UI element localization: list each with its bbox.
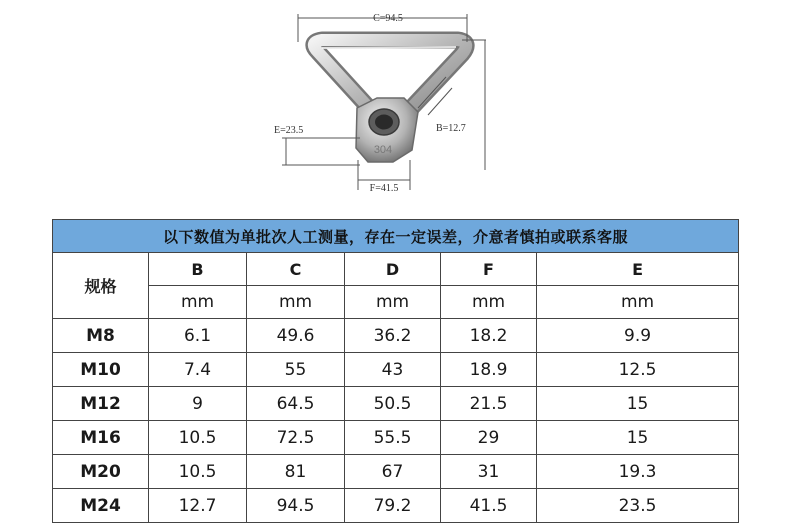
cell-b: 10.5	[149, 421, 247, 455]
eye-nut-drawing	[0, 0, 790, 205]
cell-c: 81	[247, 455, 345, 489]
table-row	[53, 455, 739, 489]
table-row	[53, 319, 739, 353]
row-spec: M16	[53, 421, 149, 455]
column-header-c: C	[247, 253, 345, 286]
cell-d: 79.2	[345, 489, 441, 523]
table-row	[53, 421, 739, 455]
cell-f: 18.2	[441, 319, 537, 353]
nut	[356, 98, 418, 162]
cell-d: 50.5	[345, 387, 441, 421]
spec-table	[52, 219, 739, 523]
dimension-f-label: F=41.5	[369, 183, 399, 194]
cell-d: 43	[345, 353, 441, 387]
cell-b: 12.7	[149, 489, 247, 523]
cell-d: 67	[345, 455, 441, 489]
dimension-e	[274, 125, 360, 165]
cell-e: 19.3	[537, 455, 739, 489]
cell-b: 7.4	[149, 353, 247, 387]
column-header-b: B	[149, 253, 247, 286]
table-caption: 以下数值为单批次人工测量，存在一定误差，介意者慎拍或联系客服	[53, 220, 739, 253]
row-spec: M8	[53, 319, 149, 353]
cell-e: 23.5	[537, 489, 739, 523]
table-row	[53, 489, 739, 523]
dimension-e-label: E=23.5	[274, 125, 304, 136]
unit-e: mm	[537, 286, 739, 319]
table-row	[53, 387, 739, 421]
column-header-f: F	[441, 253, 537, 286]
cell-f: 29	[441, 421, 537, 455]
spec-header: 规格	[53, 253, 149, 319]
row-spec: M10	[53, 353, 149, 387]
unit-c: mm	[247, 286, 345, 319]
dimension-c-label: C=94.5	[373, 13, 403, 24]
dimension-b-label: B=12.7	[436, 123, 466, 134]
row-spec: M12	[53, 387, 149, 421]
cell-e: 12.5	[537, 353, 739, 387]
cell-d: 55.5	[345, 421, 441, 455]
cell-c: 72.5	[247, 421, 345, 455]
dimension-f	[358, 160, 410, 194]
unit-b: mm	[149, 286, 247, 319]
cell-b: 10.5	[149, 455, 247, 489]
spec-table-container	[52, 219, 738, 521]
nut-marking: 304	[373, 144, 393, 156]
cell-c: 64.5	[247, 387, 345, 421]
cell-c: 55	[247, 353, 345, 387]
cell-e: 15	[537, 421, 739, 455]
column-header-d: D	[345, 253, 441, 286]
cell-f: 31	[441, 455, 537, 489]
row-spec: M24	[53, 489, 149, 523]
cell-b: 6.1	[149, 319, 247, 353]
cell-c: 49.6	[247, 319, 345, 353]
unit-d: mm	[345, 286, 441, 319]
unit-f: mm	[441, 286, 537, 319]
cell-f: 41.5	[441, 489, 537, 523]
cell-b: 9	[149, 387, 247, 421]
cell-e: 15	[537, 387, 739, 421]
cell-f: 18.9	[441, 353, 537, 387]
cell-d: 36.2	[345, 319, 441, 353]
product-figure	[0, 0, 790, 205]
row-spec: M20	[53, 455, 149, 489]
cell-c: 94.5	[247, 489, 345, 523]
table-row	[53, 353, 739, 387]
cell-e: 9.9	[537, 319, 739, 353]
column-header-e: E	[537, 253, 739, 286]
cell-f: 21.5	[441, 387, 537, 421]
